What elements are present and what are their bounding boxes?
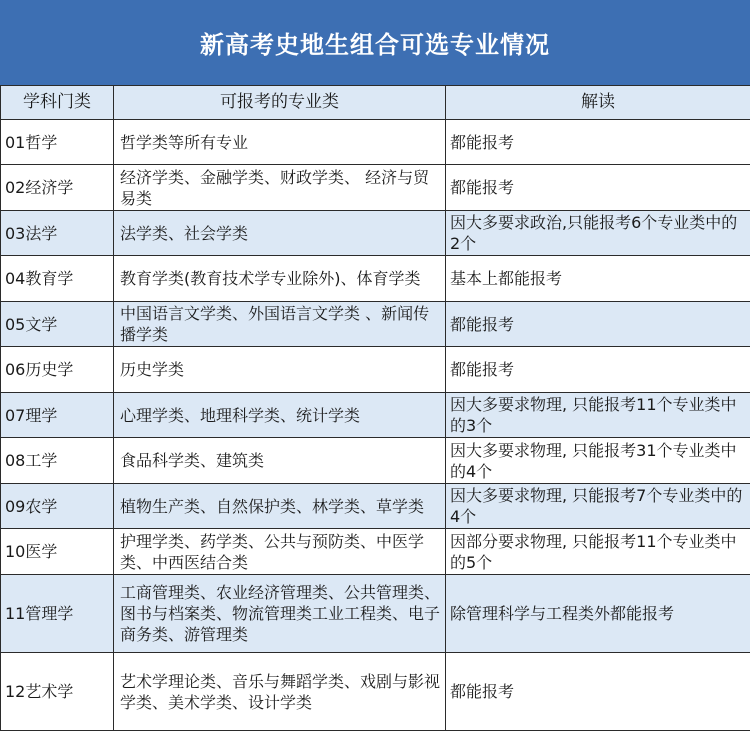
- table-row: [1, 653, 750, 731]
- majors-cell: 心理学类、地理科学类、统计学类: [114, 393, 446, 438]
- majors-cell: 工商管理类、农业经济管理类、公共管理类、图书与档案类、物流管理类工业工程类、电子商务类、游管理类: [114, 575, 446, 653]
- note-cell: 因大多要求政治,只能报考6个专业类中的2个: [446, 211, 750, 256]
- majors-cell: 法学类、社会学类: [114, 211, 446, 256]
- note-cell: 都能报考: [446, 347, 750, 393]
- note-cell: 都能报考: [446, 120, 750, 165]
- category-cell: 02经济学: [1, 165, 114, 211]
- category-cell: 06历史学: [1, 347, 114, 393]
- table-row: [1, 120, 750, 165]
- category-cell: 03法学: [1, 211, 114, 256]
- category-cell: 09农学: [1, 484, 114, 529]
- note-cell: 都能报考: [446, 302, 750, 347]
- table-row: [1, 211, 750, 256]
- note-cell: 除管理科学与工程类外都能报考: [446, 575, 750, 653]
- category-cell: 11管理学: [1, 575, 114, 653]
- table-header-row: [1, 86, 750, 120]
- note-cell: 因大多要求物理, 只能报考11个专业类中的3个: [446, 393, 750, 438]
- table-row: [1, 438, 750, 484]
- category-cell: 01哲学: [1, 120, 114, 165]
- majors-cell: 教育学类(教育技术学专业除外)、体育学类: [114, 256, 446, 302]
- page-title: 新高考史地生组合可选专业情况: [0, 0, 750, 85]
- category-cell: 08工学: [1, 438, 114, 484]
- majors-cell: 食品科学类、建筑类: [114, 438, 446, 484]
- table-row: [1, 484, 750, 529]
- majors-cell: 经济学类、金融学类、财政学类、 经济与贸易类: [114, 165, 446, 211]
- column-header-category: 学科门类: [1, 86, 114, 120]
- category-cell: 05文学: [1, 302, 114, 347]
- column-header-majors: 可报考的专业类: [114, 86, 446, 120]
- majors-table: [0, 85, 750, 731]
- note-cell: 因部分要求物理, 只能报考11个专业类中的5个: [446, 529, 750, 575]
- table-row: [1, 575, 750, 653]
- table-row: [1, 302, 750, 347]
- table-row: [1, 165, 750, 211]
- majors-cell: 哲学类等所有专业: [114, 120, 446, 165]
- category-cell: 12艺术学: [1, 653, 114, 731]
- note-cell: 基本上都能报考: [446, 256, 750, 302]
- note-cell: 因大多要求物理, 只能报考31个专业类中的4个: [446, 438, 750, 484]
- category-cell: 10医学: [1, 529, 114, 575]
- table-row: [1, 393, 750, 438]
- majors-cell: 艺术学理论类、音乐与舞蹈学类、戏剧与影视学类、美术学类、设计学类: [114, 653, 446, 731]
- table-row: [1, 347, 750, 393]
- table-row: [1, 529, 750, 575]
- note-cell: 都能报考: [446, 165, 750, 211]
- table-row: [1, 256, 750, 302]
- category-cell: 04教育学: [1, 256, 114, 302]
- majors-cell: 中国语言文学类、外国语言文学类 、新闻传播学类: [114, 302, 446, 347]
- note-cell: 因大多要求物理, 只能报考7个专业类中的4个: [446, 484, 750, 529]
- category-cell: 07理学: [1, 393, 114, 438]
- note-cell: 都能报考: [446, 653, 750, 731]
- majors-cell: 植物生产类、自然保护类、林学类、草学类: [114, 484, 446, 529]
- column-header-note: 解读: [446, 86, 750, 120]
- majors-cell: 历史学类: [114, 347, 446, 393]
- majors-cell: 护理学类、药学类、公共与预防类、中医学类、中西医结合类: [114, 529, 446, 575]
